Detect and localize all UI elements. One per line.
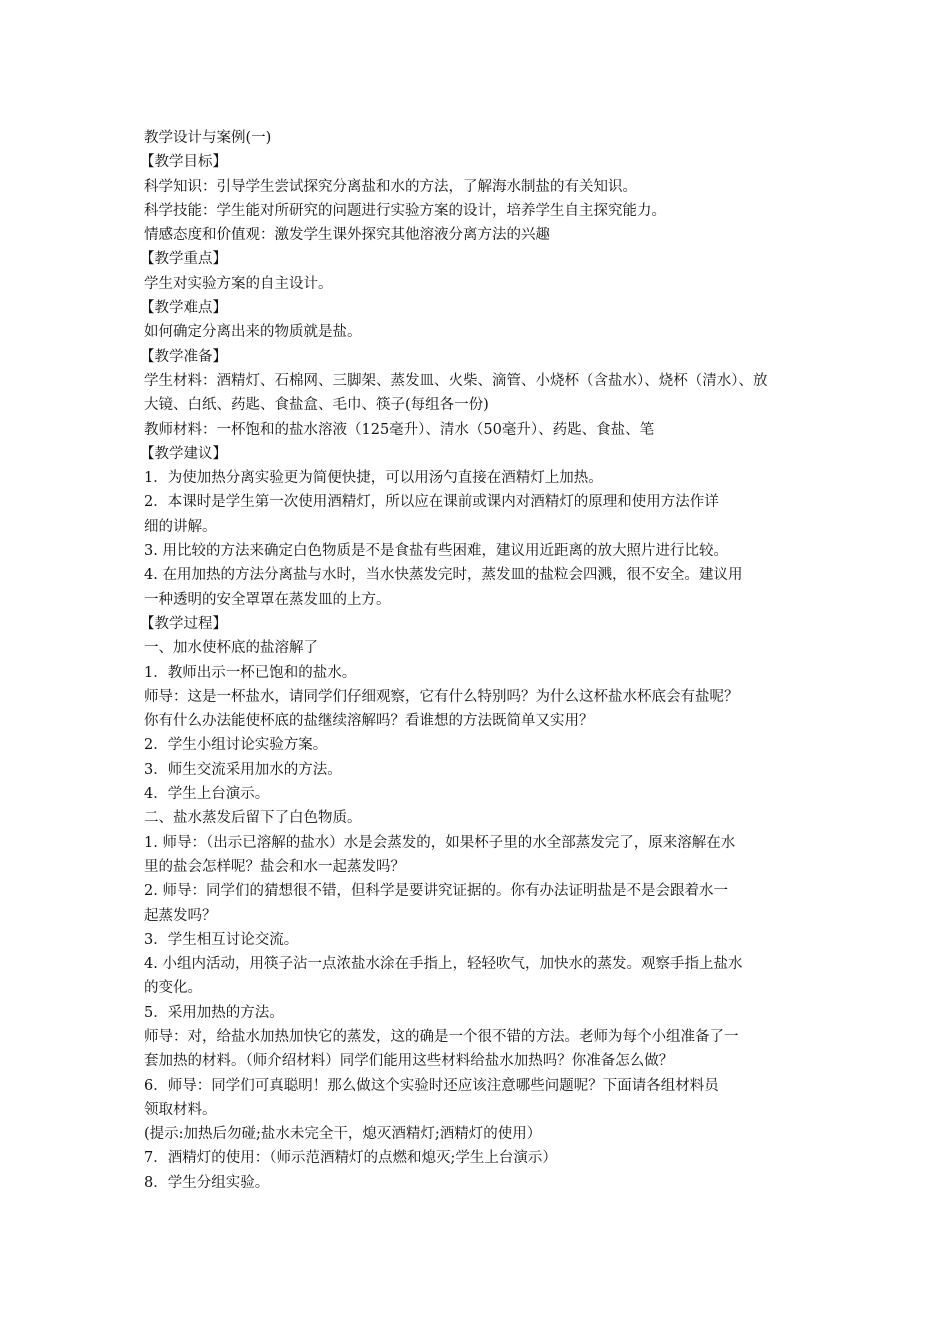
text-line: 4. 小组内活动，用筷子沾一点浓盐水涂在手指上，轻轻吹气，加快水的蒸发。观察手指上盐水	[144, 956, 743, 973]
text-line: 4. 在用加热的方法分离盐与水时，当水快蒸发完时，蒸发皿的盐粒会四溅，很不安全。建议用	[144, 567, 743, 584]
text-line: 6．师导：同学们可真聪明！那么做这个实验时还应该注意哪些问题呢？下面请各组材料员	[144, 1077, 719, 1094]
text-line: 如何确定分离出来的物质就是盐。	[144, 324, 362, 341]
text-line: 起蒸发吗？	[144, 907, 217, 924]
section-heading: 【教学难点】	[140, 300, 227, 317]
text-line: 一、加水使杯底的盐溶解了	[144, 640, 318, 657]
text-line: 套加热的材料。（师介绍材料）同学们能用这些材料给盐水加热吗？你准备怎么做？	[144, 1053, 674, 1070]
text-line: (提示:加热后勿碰;盐水未完全干，熄灭酒精灯;酒精灯的使用）	[144, 1126, 542, 1143]
text-line: 你有什么办法能使杯底的盐继续溶解吗？看谁想的方法既简单又实用？	[144, 713, 594, 730]
text-line: 2. 师导：同学们的猜想很不错，但科学是要讲究证据的。你有办法证明盐是不是会跟着水一	[144, 883, 728, 900]
text-line: 1．教师出示一杯已饱和的盐水。	[144, 664, 357, 681]
text-line: 领取材料。	[144, 1101, 217, 1118]
text-line: 2．学生小组讨论实验方案。	[144, 737, 328, 754]
text-line: 师导：对，给盐水加热加快它的蒸发，这的确是一个很不错的方法。老师为每个小组准备了一	[144, 1028, 739, 1045]
section-heading: 【教学建议】	[140, 445, 227, 462]
section-heading: 【教学准备】	[140, 348, 227, 365]
text-line: 7．酒精灯的使用：（师示范酒精灯的点燃和熄灭;学生上台演示）	[144, 1150, 557, 1167]
section-heading: 【教学目标】	[140, 154, 227, 171]
text-line: 1. 师导：（出示已溶解的盐水）水是会蒸发的，如果杯子里的水全部蒸发完了，原来溶解在水	[144, 834, 736, 851]
section-heading: 【教学过程】	[140, 615, 227, 632]
text-line: 1．为使加热分离实验更为简便快捷，可以用汤勺直接在酒精灯上加热。	[144, 470, 603, 487]
text-line: 5．采用加热的方法。	[144, 1004, 284, 1021]
document-body	[140, 150, 810, 1195]
text-line: 8．学生分组实验。	[144, 1174, 270, 1191]
text-line: 2．本课时是学生第一次使用酒精灯，所以应在课前或课内对酒精灯的原理和使用方法作详	[144, 494, 719, 511]
text-line: 学生材料：酒精灯、石棉网、三脚架、蒸发皿、火柴、滴管、小烧杯（含盐水）、烧杯（清水）、放	[144, 372, 768, 389]
document-page	[140, 126, 810, 1195]
text-line: 师导：这是一杯盐水，请同学们仔细观察，它有什么特别吗？为什么这杯盐水杯底会有盐呢？	[144, 688, 739, 705]
text-line: 的变化。	[144, 980, 202, 997]
text-line: 3．学生相互讨论交流。	[144, 931, 299, 948]
text-line: 情感态度和价值观：激发学生课外探究其他溶液分离方法的兴趣	[144, 227, 550, 244]
text-line: 科学知识：引导学生尝试探究分离盐和水的方法，了解海水制盐的有关知识。	[144, 178, 637, 195]
text-line: 科学技能：学生能对所研究的问题进行实验方案的设计，培养学生自主探究能力。	[144, 202, 666, 219]
text-line: 教师材料：一杯饱和的盐水溶液（125毫升）、清水（50毫升）、药匙、食盐、笔	[144, 421, 655, 438]
text-line: 学生对实验方案的自主设计。	[144, 275, 333, 292]
text-line: 一种透明的安全罩罩在蒸发皿的上方。	[144, 591, 391, 608]
text-line: 细的讲解。	[144, 518, 217, 535]
text-line: 大镜、白纸、药匙、食盐盒、毛巾、筷子(每组各一份)	[144, 397, 489, 414]
text-line: 3．师生交流采用加水的方法。	[144, 761, 342, 778]
text-line: 里的盐会怎样呢？盐会和水一起蒸发吗？	[144, 858, 405, 875]
document-title: 教学设计与案例(一)	[144, 130, 272, 146]
text-line: 二、盐水蒸发后留下了白色物质。	[144, 810, 362, 827]
text-line: 3. 用比较的方法来确定白色物质是不是食盐有些困难，建议用近距离的放大照片进行比较。	[144, 543, 728, 560]
section-heading: 【教学重点】	[140, 251, 227, 268]
text-line: 4．学生上台演示。	[144, 786, 270, 803]
